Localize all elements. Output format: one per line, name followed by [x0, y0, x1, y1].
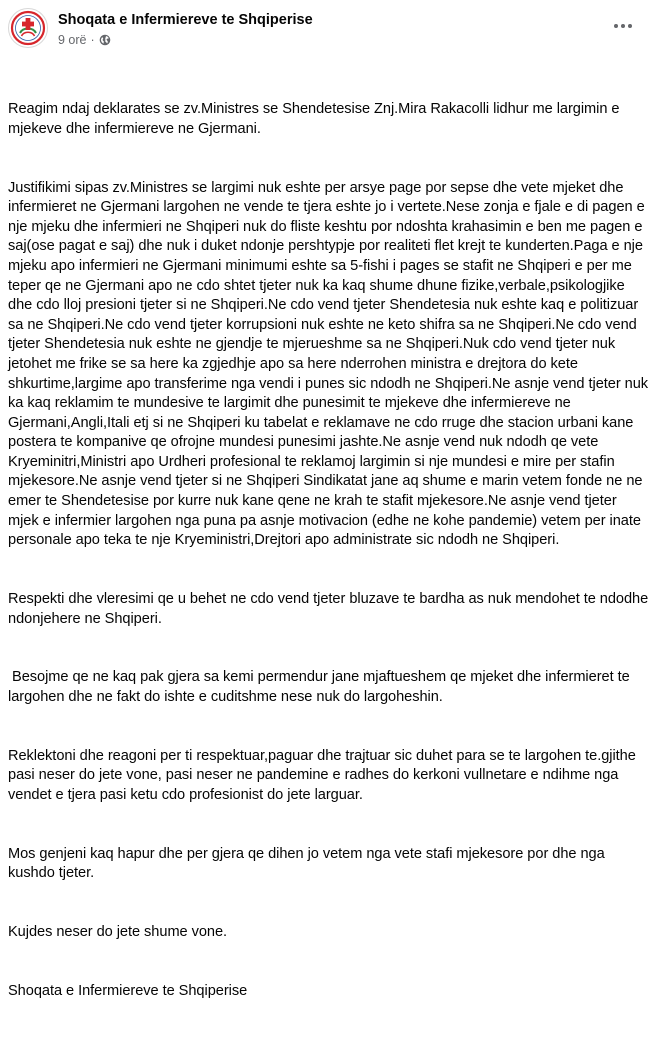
more-icon	[614, 24, 618, 28]
post-paragraph: Justifikimi sipas zv.Ministres se largimi nuk eshte per arsye page por sepse dhe vete mjeket dhe infermieret ne Gjermani largohen ne vende te tjera eshte jo i vertete.Nese zonja e fjale e di pagen e nje mjeku dhe infermieri ne Shqiperi nuk do fliste keshtu por ndoshta krahasimin e ben me pagen e saj(ose pagat e saj) dhe nuk i duket ndonje pershtypje por realiteti flet krejt te kunderten.Paga e nje mjeku apo infermieri ne Gjermani minimumi eshte sa 5-fishi i pages se stafit ne Shqiperi e per me teper qe ne Gjermani apo ne cdo shtet tjeter nuk ka kaq shume dhune fizike,verbale,psikologjike dhe cdo lloj presioni tjeter si ne Shqiperi.Ne cdo vend tjeter Shendetesia nuk eshte kaq e politizuar sa ne Shqiperi.Ne cdo vend tjeter korrupsioni nuk eshte ne keto shifra sa ne Shqiperi.Ne cdo vend tjeter Shendetesia nuk eshte ne gjendje te mjerueshme sa ne Shqiperi.Nuk cdo vend tjeter nuk jetohet me frike se sa here ka zgjedhje apo sa here nderrohen ministra e drejtora do kete shkurtime,largime apo transferime nga vendi i punes sic ndodh ne Shqiperi.Ne asnje vend tjeter nuk ka kaq reklamim te mundesive te largimit dhe punesimit te mjekeve dhe infermiereve ne Gjermani,Angli,Itali etj si ne Shqiperi ku tabelat e reklamave ne cdo rruge dhe stacion urbani kane postera te kompanive qe ofrojne mundesi punesimi jashte.Ne asnje vend nuk ndodh qe vete Kryeminitri,Ministri apo Urdheri profesional te reklamoj largimin si nje mundesi e mire per stafin mjekesore.Ne asnje vend tjeter si ne Shqiperi Sindikatat jane aq shume e marin vetem fonde ne ne emer te Shendetesise por kurre nuk kane qene ne krah te stafit mjekesore.Ne asnje vend tjeter mjek e infermier largohen nga puna pa asnje motivacion (edhe ne kohe pandemie) vetem per inate personale apo teka te nje Kryeministri,Drejtori apo administrate sic ndodh ne Shqiperi.	[8, 179, 652, 549]
post-timestamp[interactable]: 9 orë	[58, 33, 87, 47]
post-signature: Shoqata e Infermiereve te Shqiperise	[8, 982, 248, 999]
post-header	[8, 8, 652, 54]
post-paragraph: Kujdes neser do jete shume vone.	[8, 924, 228, 941]
globe-icon[interactable]	[99, 34, 111, 46]
post-paragraph: Reklektoni dhe reagoni per ti respektuar,paguar dhe trajtuar sic duhet para se te largohen te.gjithe pasi neser do jete vone, pasi neser ne pandemine e radhes do kerkoni vullnetare e ndihme nga vendet e tjera pasi ketu cdo profesionist do jete larguar.	[8, 747, 640, 803]
post-meta	[58, 32, 111, 48]
post-paragraph: Mos genjeni kaq hapur dhe per gjera qe dihen jo vetem nga vete stafi mjekesore por dhe nga kushdo tjeter.	[8, 845, 609, 882]
post-paragraph: Respekti dhe vleresimi qe u behet ne cdo vend tjeter bluzave te bardha as nuk mendohet te ndodhe ndonjehere ne Shqiperi.	[8, 591, 652, 627]
post-paragraph: Besojme qe ne kaq pak gjera sa kemi permendur jane mjaftueshem qe mjeket dhe infermieret te largohen dhe ne fakt do ishte e cuditshme nese nuk do largoheshin.	[8, 669, 634, 705]
nurses-association-logo-icon	[9, 9, 47, 47]
page-name-link[interactable]: Shoqata e Infermiereve te Shqiperise	[58, 12, 313, 28]
meta-separator: ·	[90, 33, 95, 47]
more-options-button[interactable]	[608, 14, 638, 38]
post-body	[8, 61, 650, 1041]
post-paragraph: Reagim ndaj deklarates se zv.Ministres se Shendetesise Znj.Mira Rakacolli lidhur me largimin e mjekeve dhe infermiereve ne Gjermani.	[8, 101, 624, 137]
page-avatar[interactable]	[8, 8, 48, 48]
